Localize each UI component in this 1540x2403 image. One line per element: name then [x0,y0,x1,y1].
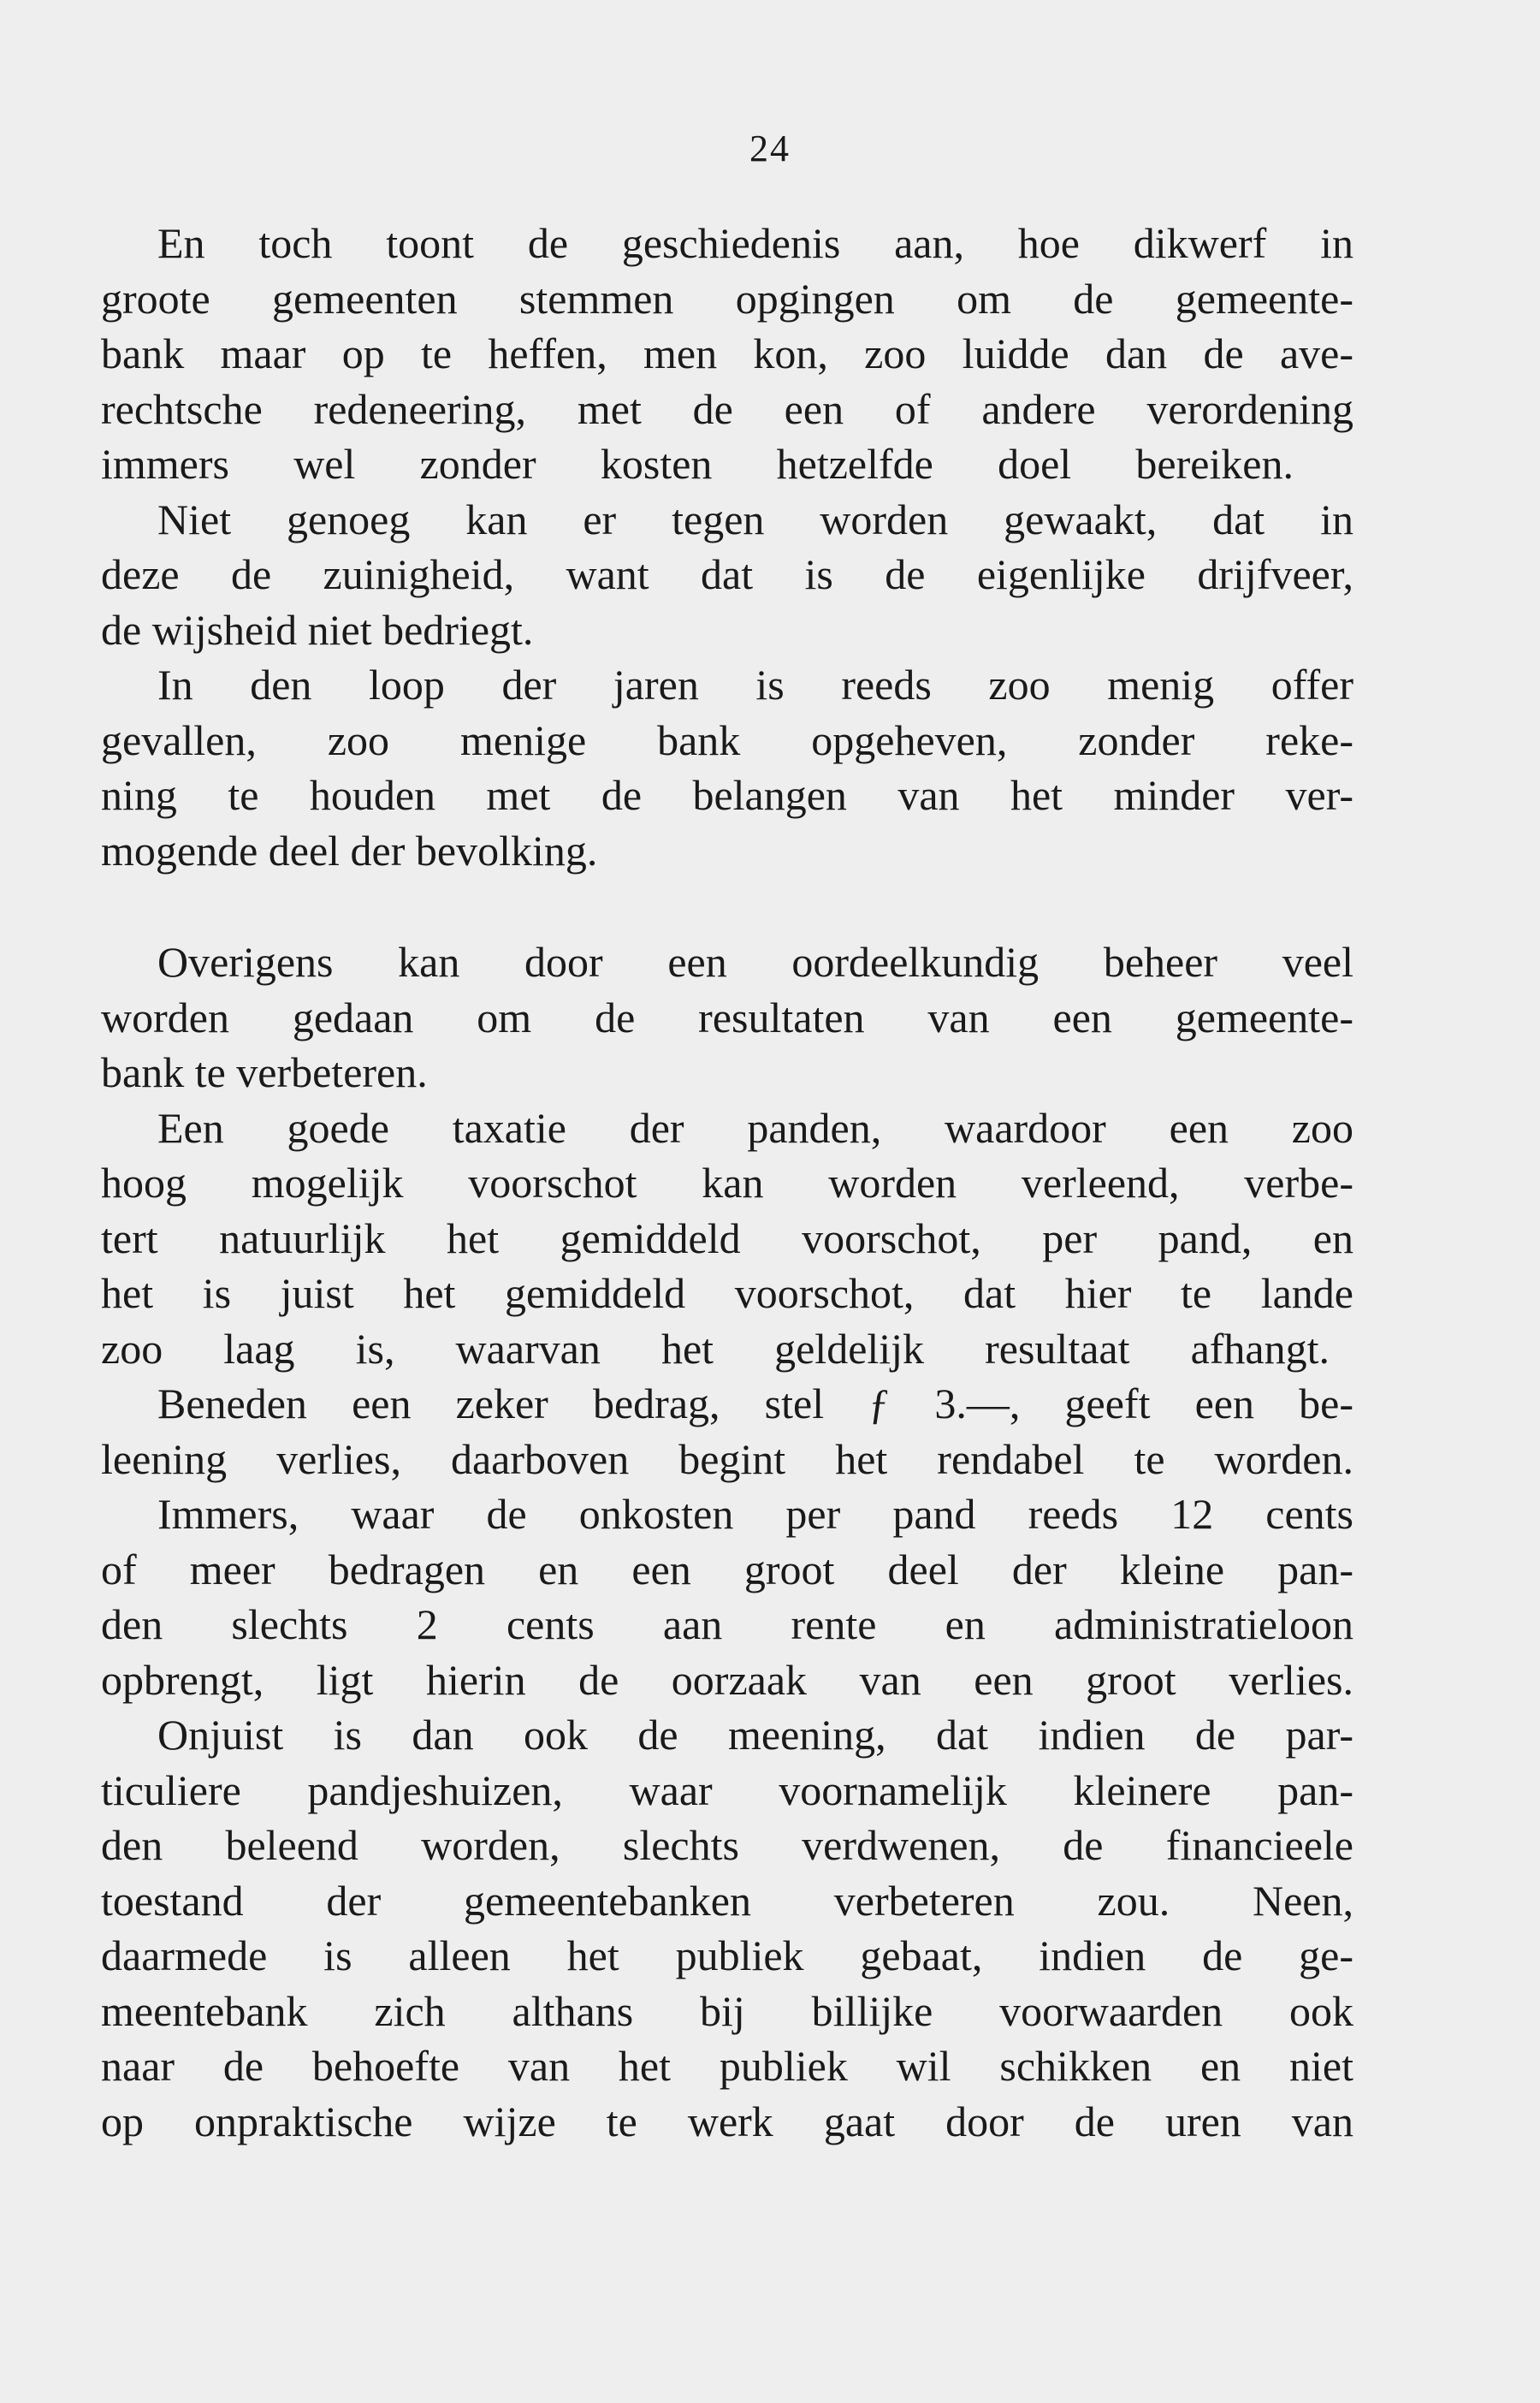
text-line: groote gemeenten stemmen opgingen om de gemeente- [101,274,1353,323]
text-line: den slechts 2 cents aan rente en administratieloon [101,1600,1353,1648]
text-line: Immers, waar de onkosten per pand reeds 12 cents [157,1490,1353,1538]
text-line: naar de behoefte van het publiek wil schikken en niet [101,2042,1353,2090]
text-line: opbrengt, ligt hierin de oorzaak van een groot verlies. [101,1655,1353,1704]
text-line: toestand der gemeentebanken verbeteren zou. Neen, [101,1876,1353,1925]
text-line: op onpraktische wijze te werk gaat door de uren van [101,2097,1353,2145]
text-line: worden gedaan om de resultaten van een gemeente- [101,993,1353,1041]
paragraph [101,1707,1353,2149]
text-line: bank maar op te heffen, men kon, zoo luidde dan de ave- [101,329,1353,377]
text-section-2 [101,934,1353,2149]
text-line: Niet genoeg kan er tegen worden gewaakt, dat in [157,495,1353,543]
page-number: 24 [749,128,791,169]
text-line: deze de zuinigheid, want dat is de eigenlijke drijfveer, [101,550,1353,598]
text-line: Een goede taxatie der panden, waardoor een zoo [157,1103,1353,1152]
text-line: meentebank zich althans bij billijke voorwaarden ook [101,1986,1353,2035]
paragraph [101,216,1353,492]
text-line: bank te verbeteren. [101,1048,428,1096]
text-line: gevallen, zoo menige bank opgeheven, zonder reke- [101,715,1353,764]
paragraph [101,1376,1353,1486]
text-line: zoo laag is, waarvan het geldelijk resultaat afhangt. [101,1324,1330,1373]
text-line: Onjuist is dan ook de meening, dat indien de par- [157,1711,1353,1759]
text-line: ticuliere pandjeshuizen, waar voornamelijk kleinere pan- [101,1765,1353,1814]
text-line: In den loop der jaren is reeds zoo menig offer [157,661,1353,709]
text-line: leening verlies, daarboven begint het rendabel te worden. [101,1434,1353,1483]
paragraph [101,1486,1353,1707]
paragraph [101,492,1353,658]
text-line: of meer bedragen en een groot deel der kleine pan- [101,1545,1353,1593]
paragraph [101,1101,1353,1377]
text-line: den beleend worden, slechts verdwenen, de financieele [101,1821,1353,1869]
text-line: daarmede is alleen het publiek gebaat, indien de ge- [101,1931,1353,1979]
text-line: ning te houden met de belangen van het minder ver- [101,771,1353,819]
text-line: Beneden een zeker bedrag, stel ƒ 3.—, geeft een be- [157,1380,1353,1427]
text-line: mogende deel der bevolking. [101,826,598,875]
text-line: tert natuurlijk het gemiddeld voorschot, per pand, en [101,1213,1353,1262]
text-line: de wijsheid niet bedriegt. [101,605,534,654]
text-line: immers wel zonder kosten hetzelfde doel bereiken. [101,440,1294,488]
text-line: Overigens kan door een oordeelkundig beheer veel [157,938,1353,986]
text-line: En toch toont de geschiedenis aan, hoe dikwerf in [157,219,1353,267]
paragraph [101,657,1353,878]
text-section-1 [101,216,1353,878]
text-line: hoog mogelijk voorschot kan worden verleend, verbe- [101,1159,1353,1207]
text-line: het is juist het gemiddeld voorschot, dat hier te lande [101,1269,1353,1317]
text-line: rechtsche redeneering, met de een of andere verordening [101,384,1353,433]
paragraph [101,934,1353,1101]
